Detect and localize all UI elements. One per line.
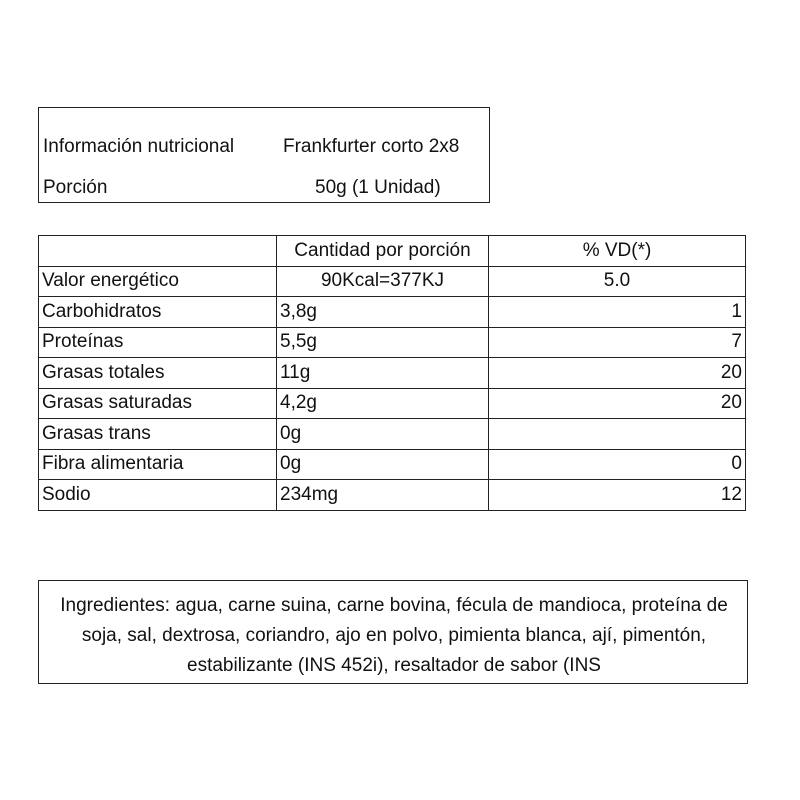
nutrient-amount: 5,5g	[277, 327, 489, 358]
nutrition-table	[38, 235, 746, 511]
nutrient-vd: 12	[489, 480, 746, 511]
nutrient-name: Sodio	[39, 480, 277, 511]
nutrient-amount: 0g	[277, 419, 489, 450]
nutrient-vd: 0	[489, 449, 746, 480]
nutrient-amount: 3,8g	[277, 297, 489, 328]
nutrient-vd: 5.0	[489, 266, 746, 297]
table-row	[39, 480, 746, 511]
header-cell-vd: % VD(*)	[489, 236, 746, 267]
product-name: Frankfurter corto 2x8	[283, 136, 460, 157]
table-row	[39, 327, 746, 358]
table-row	[39, 419, 746, 450]
ingredients-box	[38, 580, 748, 684]
nutrient-name: Grasas totales	[39, 358, 277, 389]
nutrient-vd	[489, 419, 746, 450]
nutrient-amount: 0g	[277, 449, 489, 480]
header-cell-nutrient	[39, 236, 277, 267]
header-cell-amount: Cantidad por porción	[277, 236, 489, 267]
table-row	[39, 358, 746, 389]
nutrient-name: Proteínas	[39, 327, 277, 358]
portion-label: Porción	[43, 177, 108, 198]
table-header-row	[39, 236, 746, 267]
nutrient-amount: 90Kcal=377KJ	[277, 266, 489, 297]
nutrient-amount: 4,2g	[277, 388, 489, 419]
nutrient-name: Fibra alimentaria	[39, 449, 277, 480]
nutrition-info-label: Información nutricional	[43, 136, 235, 157]
portion-value: 50g (1 Unidad)	[315, 177, 441, 198]
table-row	[39, 297, 746, 328]
nutrient-name: Grasas trans	[39, 419, 277, 450]
nutrient-vd: 1	[489, 297, 746, 328]
nutrient-name: Carbohidratos	[39, 297, 277, 328]
nutrient-name: Valor energético	[39, 266, 277, 297]
nutrient-name: Grasas saturadas	[39, 388, 277, 419]
nutrient-vd: 20	[489, 358, 746, 389]
nutrient-vd: 7	[489, 327, 746, 358]
table-row	[39, 449, 746, 480]
nutrient-vd: 20	[489, 388, 746, 419]
nutrient-amount: 11g	[277, 358, 489, 389]
table-row	[39, 266, 746, 297]
nutrient-amount: 234mg	[277, 480, 489, 511]
ingredients-text: Ingredientes: agua, carne suina, carne bovina, fécula de mandioca, proteína de soja, sal, dextrosa, coriandro, ajo en polvo, pimienta blanca, ají, pimentón, estabilizante (INS 452i), resaltador de sabor (INS	[60, 595, 728, 676]
product-header	[38, 107, 490, 203]
table-row	[39, 388, 746, 419]
